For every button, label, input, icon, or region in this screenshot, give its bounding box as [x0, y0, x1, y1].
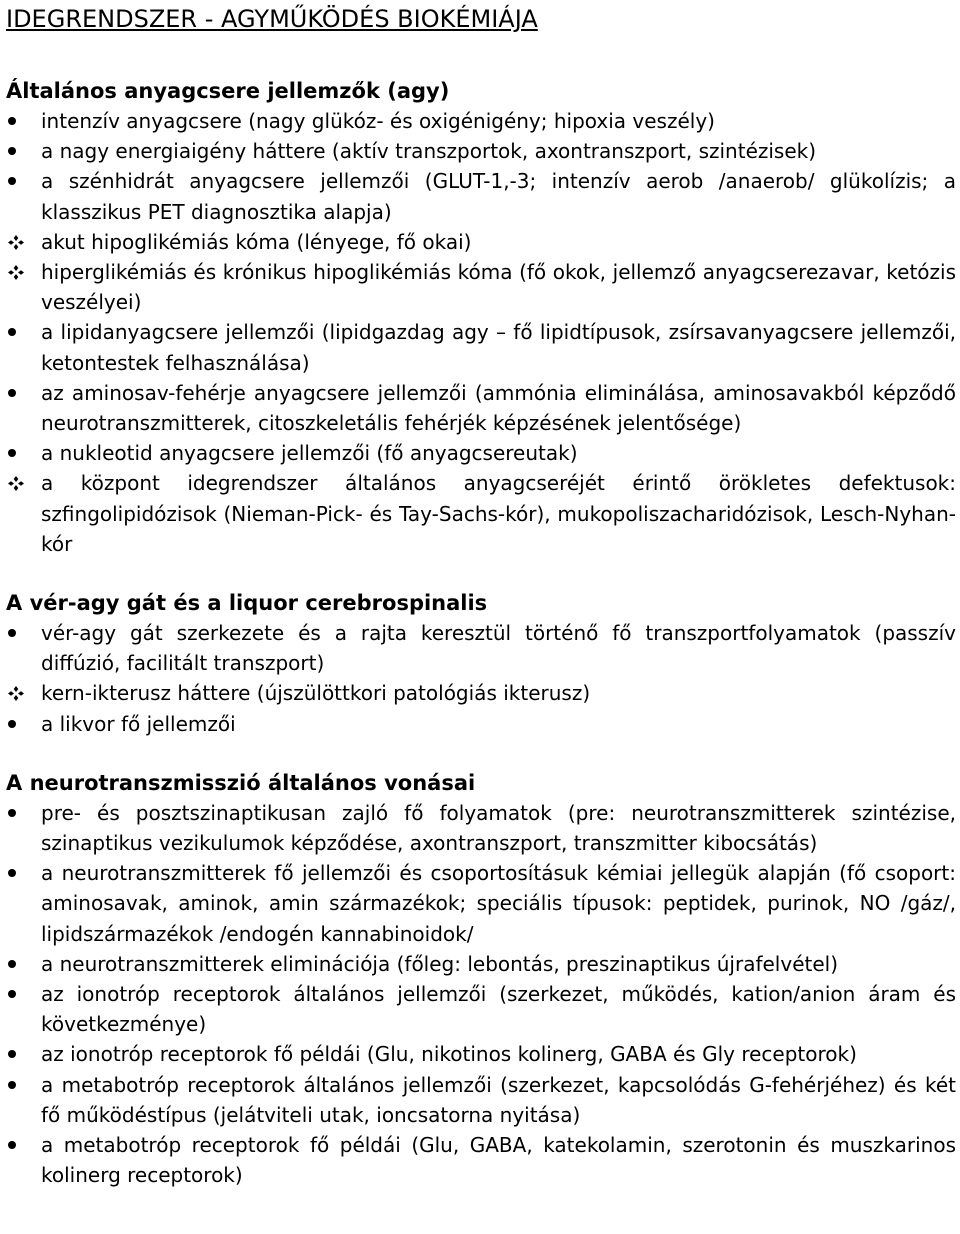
bullet-dot-icon [6, 378, 36, 408]
section [6, 588, 956, 739]
bullet-dot-icon [6, 949, 36, 979]
list-item [6, 618, 956, 678]
list-item [6, 1130, 956, 1190]
list-item-text: akut hipoglikémiás kóma (lényege, fő okai) [41, 229, 472, 254]
list-item [6, 468, 956, 559]
list-item-text: vér-agy gát szerkezete és a rajta keresztül történő fő transzportfolyamatok (passzív diffúzió, facilitált transzport) [41, 621, 956, 676]
list-item-text: a neurotranszmitterek fő jellemzői és csoportosításuk kémiai jellegük alapján (fő csoport: aminosavak, aminok, amin származékok; speciális típusok: peptidek, purinok, NO /gáz/, lipidszármazékok /endogén kannabinoidok/ [41, 861, 956, 946]
section [6, 76, 956, 559]
list-item [6, 979, 956, 1039]
list-item-text: az ionotróp receptorok fő példái (Glu, nikotinos kolinerg, GABA és Gly receptorok) [41, 1042, 857, 1067]
list-item [6, 949, 956, 979]
list-item-text: a metabotróp receptorok fő példái (Glu, GABA, katekolamin, szerotonin és muszkarinos kolinerg receptorok) [41, 1133, 956, 1188]
list-item-text: a nagy energiaigény háttere (aktív transzportok, axontranszport, szintézisek) [41, 139, 817, 164]
section-title: A vér-agy gát és a liquor cerebrospinalis [6, 591, 488, 616]
diamond-bullet-icon [6, 468, 36, 498]
section-list [6, 798, 956, 1191]
diamond-bullet-icon [6, 227, 36, 257]
list-item [6, 166, 956, 226]
list-item [6, 378, 956, 438]
list-item [6, 257, 956, 317]
list-item-text: a lipidanyagcsere jellemzői (lipidgazdag agy – fő lipidtípusok, zsírsavanyagcsere jellemzői, ketontestek felhasználása) [41, 320, 956, 375]
list-item-text: a likvor fő jellemzői [41, 711, 236, 736]
section-list [6, 618, 956, 739]
section-title: Általános anyagcsere jellemzők (agy) [6, 79, 450, 103]
bullet-dot-icon [6, 136, 36, 166]
diamond-bullet-icon [6, 257, 36, 287]
diamond-bullet-icon [6, 678, 36, 708]
bullet-dot-icon [6, 438, 36, 468]
list-item [6, 106, 956, 136]
list-item [6, 136, 956, 166]
sections-container [6, 76, 956, 1191]
bullet-dot-icon [6, 106, 36, 136]
list-item-text: kern-ikterusz háttere (újszülöttkori patológiás ikterusz) [41, 681, 591, 706]
list-item-text: a neurotranszmitterek eliminációja (főleg: lebontás, preszinaptikus újrafelvétel) [41, 951, 839, 976]
list-item [6, 1039, 956, 1069]
bullet-dot-icon [6, 798, 36, 828]
section [6, 768, 956, 1191]
list-item-text: a metabotróp receptorok általános jellemzői (szerkezet, kapcsolódás G-fehérjéhez) és két fő működéstípus (jelátviteli utak, ioncsatorna nyitása) [41, 1072, 956, 1127]
bullet-dot-icon [6, 979, 36, 1009]
bullet-dot-icon [6, 166, 36, 196]
bullet-dot-icon [6, 858, 36, 888]
document-page [6, 4, 956, 1191]
bullet-dot-icon [6, 1130, 36, 1160]
section-title: A neurotranszmisszió általános vonásai [6, 770, 476, 795]
bullet-dot-icon [6, 1039, 36, 1069]
list-item-text: a nukleotid anyagcsere jellemzői (fő anyagcsereutak) [41, 441, 578, 466]
list-item-text: hiperglikémiás és krónikus hipoglikémiás kóma (fő okok, jellemző anyagcserezavar, ketózis veszélyei) [41, 260, 956, 315]
list-item-text: a szénhidrát anyagcsere jellemzői (GLUT-1,-3; intenzív aerob /anaerob/ glükolízis; a klasszikus PET diagnosztika alapja) [41, 169, 956, 224]
bullet-dot-icon [6, 1070, 36, 1100]
section-list [6, 106, 956, 559]
list-item [6, 798, 956, 858]
list-item [6, 709, 956, 739]
list-item [6, 678, 956, 708]
list-item [6, 227, 956, 257]
list-item [6, 858, 956, 949]
list-item-text: pre- és posztszinaptikusan zajló fő folyamatok (pre: neurotranszmitterek szintézise, szinaptikus vezikulumok képződése, axontranszport, transzmitter kibocsátás) [41, 800, 956, 856]
list-item-text: az ionotróp receptorok általános jellemzői (szerkezet, működés, kation/anion áram és következménye) [41, 982, 956, 1037]
bullet-dot-icon [6, 709, 36, 739]
list-item-text: az aminosav-fehérje anyagcsere jellemzői (ammónia eliminálása, aminosavakból képződő neurotranszmitterek, citoszkeletális fehérjék képzésének jelentősége) [41, 380, 956, 436]
list-item-text: intenzív anyagcsere (nagy glükóz- és oxigénigény; hipoxia veszély) [41, 109, 715, 133]
list-item [6, 438, 956, 468]
bullet-dot-icon [6, 618, 36, 648]
list-item-text: a központ idegrendszer általános anyagcseréjét érintő örökletes defektusok: szfingolipidózisok (Nieman-Pick- és Tay-Sachs-kór), mukopoliszacharidózisok, Lesch-Nyhan-kór [41, 471, 956, 556]
list-item [6, 317, 956, 377]
list-item [6, 1070, 956, 1130]
bullet-dot-icon [6, 317, 36, 347]
document-title: IDEGRENDSZER - AGYMŰKÖDÉS BIOKÉMIÁJA [6, 5, 538, 33]
